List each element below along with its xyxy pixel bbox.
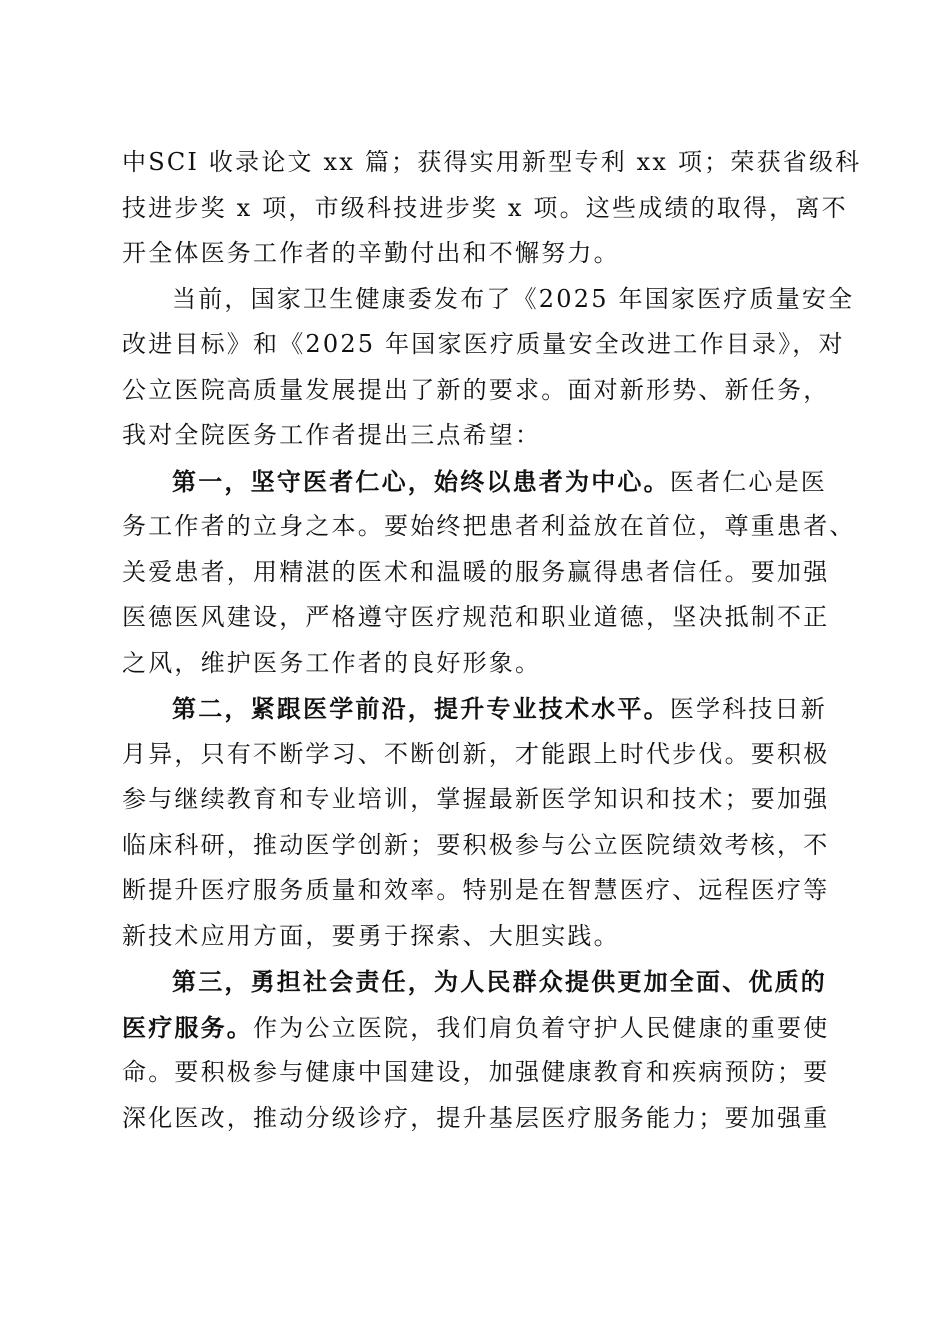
text-line (122, 322, 845, 368)
text-line (122, 459, 828, 505)
text-line (122, 914, 828, 960)
text-line (122, 823, 828, 869)
body-text: 医德医风建设，严格遵守医疗规范和职业道德，坚决抵制不正 (122, 603, 830, 631)
body-text: 月异，只有不断学习、不断创新，才能跟上时代步伐。要积极 (122, 739, 830, 768)
paragraph (122, 277, 855, 459)
body-text: 深化医改，推动分级诊疗，提升基层医疗服务能力；要加强重 (122, 1103, 830, 1132)
text-line (122, 413, 828, 459)
body-text: 改进目标》和《2025 年国家医疗质量安全改进工作目录》，对 (122, 330, 845, 358)
body-text: 医者仁心是医 (669, 467, 828, 496)
body-text: 关爱患者，用精湛的医术和温暖的服务赢得患者信任。要加强 (122, 557, 830, 586)
document-body (122, 140, 862, 1141)
body-text: 医学科技日新 (669, 695, 828, 723)
body-text: 中SCI 收录论文 xx 篇；获得实用新型专利 xx 项；荣获省级科 (122, 148, 862, 176)
body-text: 当前，国家卫生健康委发布了《2025 年国家医疗质量安全 (172, 284, 855, 313)
body-text: 命。要积极参与健康中国建设，加强健康教育和疾病预防；要 (122, 1058, 830, 1086)
body-text: 公立医院高质量发展提出了新的要求。面对新形势、新任务， (122, 375, 830, 404)
text-line (122, 641, 828, 687)
body-text: 我对全院医务工作者提出三点希望： (122, 421, 542, 449)
body-text: 务工作者的立身之本。要始终把患者利益放在首位，尊重患者、 (122, 512, 856, 540)
text-line (122, 504, 856, 550)
paragraph (122, 686, 828, 959)
text-line (122, 595, 828, 641)
text-line (122, 868, 828, 914)
body-text: 技进步奖 x 项，市级科技进步奖 x 项。这些成绩的取得，离不 (122, 193, 848, 222)
body-text: 开全体医务工作者的辛勤付出和不懈努力。 (122, 239, 620, 267)
bold-heading-text: 医疗服务。 (122, 1012, 253, 1042)
text-line (122, 140, 862, 186)
paragraph (122, 459, 856, 687)
bold-heading-text: 第一，坚守医者仁心，始终以患者为中心。 (172, 466, 670, 496)
text-line (122, 1050, 828, 1096)
text-line (122, 1096, 828, 1142)
body-text: 临床科研，推动医学创新；要积极参与公立医院绩效考核，不 (122, 830, 830, 859)
body-text: 之风，维护医务工作者的良好形象。 (122, 648, 542, 677)
text-line (122, 550, 828, 596)
text-line (122, 368, 828, 414)
body-text: 断提升医疗服务质量和效率。特别是在智慧医疗、远程医疗等 (122, 876, 830, 904)
text-line (122, 186, 848, 232)
body-text: 参与继续教育和专业培训，掌握最新医学知识和技术；要加强 (122, 785, 830, 813)
text-line (122, 732, 828, 778)
text-line (122, 277, 855, 323)
paragraph (122, 140, 862, 277)
body-text: 作为公立医院，我们肩负着守护人民健康的重要使 (253, 1013, 830, 1042)
bold-heading-text: 第三，勇担社会责任，为人民群众提供更加全面、优质的 (172, 967, 827, 996)
text-line (122, 959, 828, 1005)
bold-heading-text: 第二，紧跟医学前沿，提升专业技术水平。 (172, 694, 670, 723)
text-line (122, 231, 828, 277)
paragraph (122, 959, 828, 1141)
text-line (122, 777, 828, 823)
text-line (122, 1005, 828, 1051)
text-line (122, 686, 828, 732)
body-text: 新技术应用方面，要勇于探索、大胆实践。 (122, 921, 620, 950)
